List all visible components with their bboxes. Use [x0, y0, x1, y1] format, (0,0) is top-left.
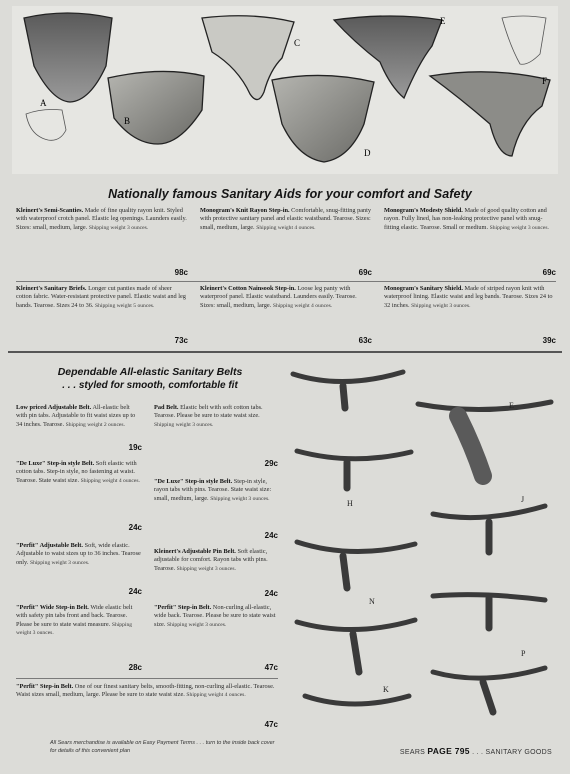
belt-drawing-5 — [297, 542, 415, 552]
product-text: Made of striped rayon knit with waterproof lining. Elastic waist and leg bands. Tearose. Sizes 24 to 32 inches. — [384, 285, 553, 309]
product-shipping: Shipping weight 4 ounces. — [256, 224, 316, 231]
belt-de-luxe — [16, 460, 142, 532]
product-price: 63c — [358, 335, 372, 345]
product-text: Longer cut panties made of sheer cotton fabric. Water-resistant protective panel. Elastic waist and leg bands. Tearose. Sizes 24 to 36. — [16, 285, 186, 309]
product-text: Comfortable, snug-fitting panty with protective sanitary panel and elastic waistband. Tearose. Sizes: small, medium, large. — [200, 207, 372, 231]
product-sanitary-shield — [384, 285, 556, 345]
belt-text: Soft elastic with cotton tabs. Step-in style, no fastening at waist. Tearose. State waist size. — [16, 460, 137, 484]
belt-de-luxe-step-in — [154, 478, 278, 540]
page-footer: SEARS PAGE 795 . . . SANITARY GOODS — [399, 746, 552, 756]
product-shipping: Shipping weight 4 ounces. — [272, 302, 333, 309]
belt-drawing-7 — [297, 620, 415, 630]
belt-price: 47c — [264, 719, 278, 729]
belt-shipping: Shipping weight 3 ounces. — [166, 621, 227, 628]
belt-letter-e: E — [509, 401, 514, 410]
footer-brand: SEARS — [399, 749, 426, 756]
product-title: Monogram's Sanitary Shield. — [384, 285, 463, 292]
garment-a — [24, 13, 112, 102]
page-number: PAGE 795 — [427, 746, 470, 756]
belts-heading — [30, 365, 270, 393]
garment-f — [430, 72, 550, 156]
belt-letter-n: N — [369, 597, 375, 606]
garment-illustrations — [12, 6, 558, 174]
belt-letter-h: H — [347, 499, 353, 508]
page-headline: Nationally famous Sanitary Aids for your comfort and Safety — [108, 187, 472, 201]
belt-perfit-adjustable — [16, 542, 142, 596]
belt-letter-k: K — [383, 685, 389, 694]
belt-shipping: Shipping weight 3 ounces. — [176, 565, 236, 572]
belt-text: Elastic belt with soft cotton tabs. Tearose. Please be sure to state waist size. — [154, 404, 263, 420]
belt-shipping: Shipping weight 2 ounces. — [65, 421, 125, 428]
product-title: Kleinert's Cotton Nainsook Step-in. — [200, 285, 296, 292]
belt-letter-j: J — [521, 495, 525, 504]
belt-illustrations — [283, 356, 558, 736]
belt-title: "Perfit" Adjustable Belt. — [16, 542, 83, 549]
garment-drawings — [12, 6, 558, 174]
product-nainsook-step-in — [200, 285, 372, 345]
garment-letter-b: B — [124, 116, 131, 126]
garment-letter-d: D — [364, 148, 371, 158]
garment-letter-e: E — [440, 16, 446, 26]
belt-drawing-8 — [433, 668, 545, 678]
belt-shipping: Shipping weight 3 ounces. — [29, 559, 90, 566]
belt-shipping: Shipping weight 4 ounces. — [80, 477, 140, 484]
belt-shipping: Shipping weight 4 ounces. — [186, 692, 246, 699]
belt-price: 28c — [128, 662, 142, 672]
belt-title: Low priced Adjustable Belt. — [16, 404, 92, 411]
belt-drawings — [283, 356, 558, 736]
belt-price: 24c — [128, 586, 142, 596]
product-shipping: Shipping weight 5 ounces. — [95, 302, 155, 309]
belt-pad — [154, 404, 278, 468]
belt-price: 24c — [128, 522, 142, 532]
garment-d — [272, 75, 374, 162]
product-knit-rayon-step-in — [200, 207, 372, 277]
belt-text: Soft, wide elastic. Adjustable to waist sizes up to 36 inches. Tearose only. — [16, 542, 141, 566]
product-sanitary-briefs — [16, 285, 188, 345]
belt-perfit-step-in-deluxe — [16, 683, 278, 729]
belt-title: Pad Belt. — [154, 404, 179, 411]
belt-price: 47c — [264, 662, 278, 672]
product-shipping: Shipping weight 3 ounces. — [411, 302, 471, 309]
product-title: Monogram's Modesty Shield. — [384, 207, 463, 214]
belt-price: 19c — [128, 442, 142, 452]
product-text: Made of good quality cotton and rayon. Fully lined, has non-leaking protective panel with snug-fitting elastic. Tearose. Small or medium. — [384, 207, 547, 231]
belt-price: 24c — [264, 588, 278, 598]
section-name: SANITARY GOODS — [485, 749, 552, 756]
product-price: 39c — [542, 335, 556, 345]
payment-terms-note: All Sears merchandise is available on Easy Payment Terms . . . turn to the inside back cover for details of this convenient plan — [50, 740, 275, 754]
belt-text: Soft elastic, adjustable for comfort. Rayon tabs with pins. Tearose. — [154, 548, 268, 572]
garment-letter-c: C — [294, 38, 301, 48]
belt-text: Non-curling all-elastic, wide back. Tearose. Please be sure to state waist size. — [154, 604, 276, 628]
belt-price: 24c — [264, 530, 278, 540]
product-price: 69c — [358, 267, 372, 277]
product-title: Monogram's Knit Rayon Step-in. — [200, 207, 290, 214]
belt-text: Wide elastic belt with safety pin tabs front and back. Tearose. Please be sure to state waist measure. — [16, 604, 133, 628]
belt-text: Step-in style, rayon tabs with pins. Tearose. State waist size: small, medium, large. — [154, 478, 272, 502]
belt-title: "Perfit" Wide Step-in Belt. — [16, 604, 89, 611]
product-semi-scanties — [16, 207, 188, 277]
belt-adjustable-pin — [154, 548, 278, 598]
belt-shipping: Shipping weight 3 ounces. — [154, 421, 214, 428]
belt-low-priced — [16, 404, 142, 452]
belt-drawing-4 — [433, 506, 545, 518]
belt-title: "Perfit" Step-in Belt. — [154, 604, 212, 611]
section-divider — [8, 351, 562, 353]
belts-subtitle: . . . styled for smooth, comfortable fit — [62, 380, 238, 391]
divider — [16, 281, 556, 282]
garment-b — [108, 71, 204, 144]
product-price: 73c — [174, 335, 188, 345]
belt-text: One of our finest sanitary belts, smooth-fitting, non-curling all-elastic. Tearose. Waist sizes small, medium, large. Please be sure to state waist size. — [16, 683, 275, 699]
divider — [16, 678, 278, 679]
belt-shipping: Shipping weight 3 ounces. — [16, 621, 133, 636]
belt-title: "De Luxe" Step-in style Belt. — [16, 460, 95, 467]
belt-shipping: Shipping weight 3 ounces. — [210, 495, 270, 502]
product-title: Kleinert's Semi-Scanties. — [16, 207, 84, 214]
product-price: 69c — [542, 267, 556, 277]
product-modesty-shield — [384, 207, 556, 277]
product-shipping: Shipping weight 3 ounces. — [88, 224, 149, 231]
product-text: Made of fine quality rayon knit. Styled with waterproof crotch panel. Elastic leg openings. Launders easily. Sizes: small, medium, large. — [16, 207, 187, 231]
product-price: 98c — [174, 267, 188, 277]
belt-drawing-1 — [293, 372, 403, 382]
product-text: Loose leg panty with waterproof panel. Elastic waistband. Launders easily. Tearose. Sizes: small, medium, large. — [200, 285, 357, 309]
belt-title: "Perfit" Step-in Belt. — [16, 683, 74, 690]
belt-drawing-2 — [418, 402, 551, 410]
product-title: Kleinert's Sanitary Briefs. — [16, 285, 87, 292]
belts-title: Dependable All-elastic Sanitary Belts — [57, 366, 243, 378]
belt-drawing-9 — [305, 696, 409, 704]
belt-text: All-elastic belt with pin tabs. Adjustable to fit waist sizes up to 34 inches. Tearose. — [16, 404, 136, 428]
belt-drawing-3 — [297, 451, 411, 459]
belt-perfit-wide — [16, 604, 142, 672]
belt-title: "De Luxe" Step-in style Belt. — [154, 478, 233, 485]
belt-price: 29c — [264, 458, 278, 468]
belt-title: Kleinert's Adjustable Pin Belt. — [154, 548, 236, 555]
garment-letter-a: A — [40, 98, 47, 108]
belt-letter-p: P — [521, 649, 526, 658]
garment-letter-f: F — [542, 76, 548, 86]
belt-perfit-step-in — [154, 604, 278, 672]
product-shipping: Shipping weight 3 ounces. — [489, 224, 549, 231]
